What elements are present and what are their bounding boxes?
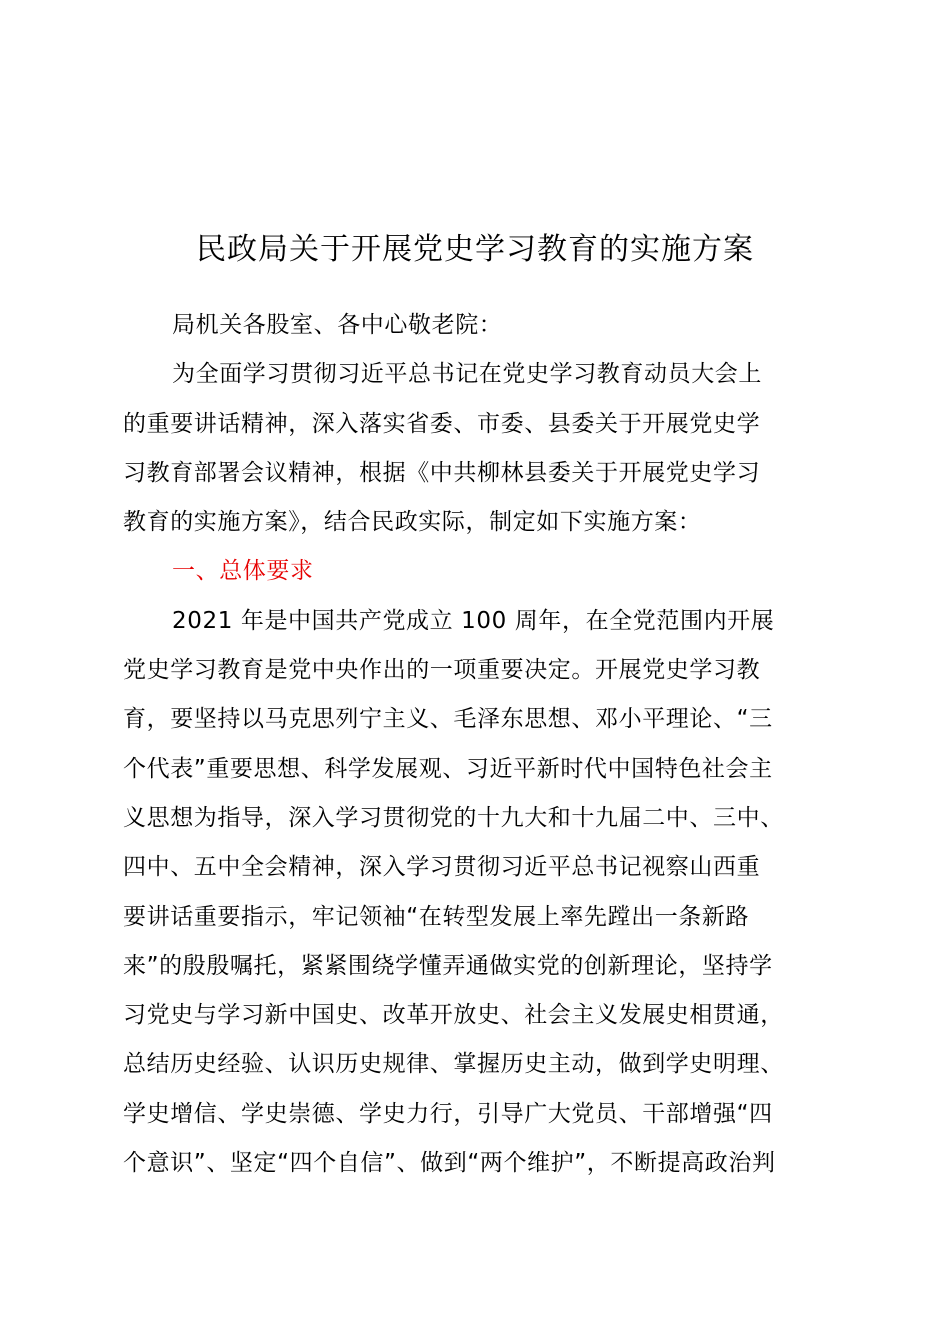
intro-line: 教育的实施方案》，结合民政实际，制定如下实施方案： [123,509,702,536]
section-line: 总结历史经验、认识历史规律、掌握历史主动，做到学史明理、 [123,1051,784,1078]
section-line: 个代表”重要思想、科学发展观、习近平新时代中国特色社会主 [123,755,773,782]
section-line: 来”的殷殷嘱托，紧紧围绕学懂弄通做实党的创新理论，坚持学 [123,952,773,979]
section-line: 四中、五中全会精神，深入学习贯彻习近平总书记视察山西重 [123,854,761,881]
intro-line: 为全面学习贯彻习近平总书记在党史学习教育动员大会上 [172,361,762,388]
section-line: 育，要坚持以马克思列宁主义、毛泽东思想、邓小平理论、“三 [123,706,773,733]
section-line: 党史学习教育是党中央作出的一项重要决定。开展党史学习教 [123,657,761,684]
intro-line: 习教育部署会议精神，根据《中共柳林县委关于开展党史学习 [123,459,761,486]
section-line: 学史增信、学史崇德、学史力行，引导广大党员、干部增强“四 [123,1100,773,1127]
section-line: 个意识”、坚定“四个自信”、做到“两个维护”，不断提高政治判 [123,1150,776,1177]
section-heading: 一、总体要求 [172,558,314,585]
section-line: 要讲话重要指示，牢记领袖“在转型发展上率先蹚出一条新路 [123,903,750,930]
salutation: 局机关各股室、各中心敬老院： [172,312,503,338]
section-line: 习党史与学习新中国史、改革开放史、社会主义发展史相贯通， [123,1002,784,1029]
document-title: 民政局关于开展党史学习教育的实施方案 [196,232,754,267]
document-body [123,301,843,1188]
section-line: 2021 年是中国共产党成立 100 周年，在全党范围内开展 [172,607,775,634]
section-line: 义思想为指导，深入学习贯彻党的十九大和十九届二中、三中、 [123,804,784,831]
intro-line: 的重要讲话精神，深入落实省委、市委、县委关于开展党史学 [123,410,761,437]
